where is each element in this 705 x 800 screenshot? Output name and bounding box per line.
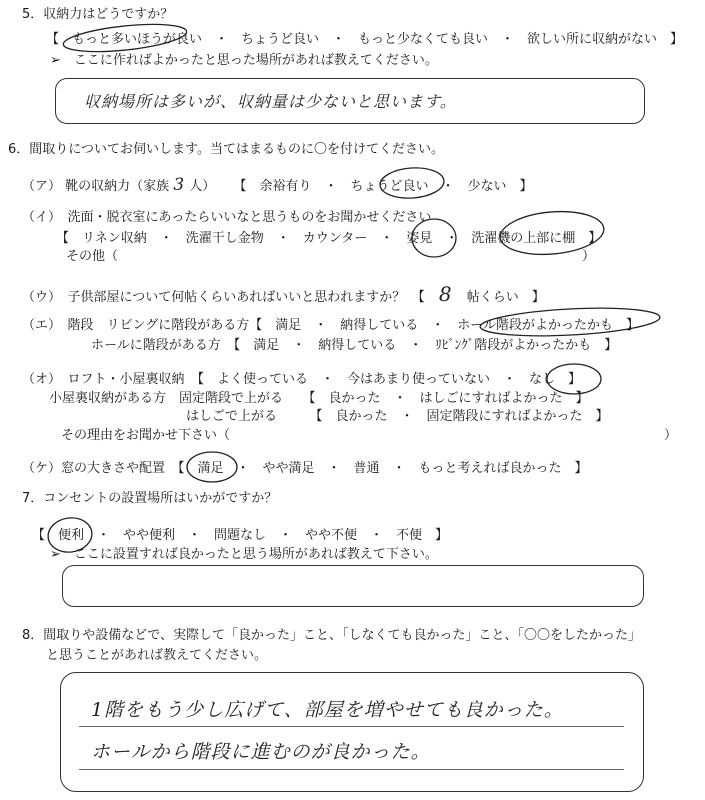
q6-i-line3-close: ）: [582, 249, 596, 264]
q5-handwritten-answer: 収納場所は多いが、収納量は少ないと思います。: [84, 92, 457, 111]
q6-o-line4: その理由をお聞かせ下さい（: [61, 428, 231, 443]
selection-circle-q6o: [547, 364, 601, 394]
selection-circle-q7: [46, 515, 94, 555]
q6-e-line2: ホールに階段がある方 【 満足 ・ 納得している ・ ﾘﾋﾞﾝｸﾞ階段がよかったかも 】: [91, 338, 618, 353]
selection-circle-q6k: [187, 452, 237, 482]
q7-options: 【 便利 ・ やや便利 ・ 問題なし ・ やや不便 ・ 不便 】: [32, 528, 449, 543]
q8-handwritten-line-2: ホールから階段に進むのが良かった。: [91, 741, 431, 763]
q5-options: 【 もっと多いほうが良い ・ ちょうど良い ・ もっと少なくても良い ・ 欲しい所に収納がない 】: [46, 32, 684, 47]
q6-k-line: （ケ）窓の大きさや配置 【 満足 ・ やや満足 ・ 普通 ・ もっと考えれば良かった 】: [22, 461, 588, 476]
q6-i-line3: その他（: [66, 249, 119, 264]
selection-circle-q6e: [479, 304, 660, 339]
q6-a-family-unit: 人）: [189, 179, 216, 194]
q6-a-label: （ア）: [22, 179, 62, 194]
q6-a-family-count: 3: [173, 175, 186, 195]
q6-o-line1: （オ） ロフト・小屋裏収納 【 よく使っている ・ 今はあまり使っていない ・ なし 】: [22, 372, 582, 387]
q6-u-text: （ウ） 子供部屋について何帖くらいあればいいと思われますか？ 【: [22, 290, 425, 305]
q6-a-text: 靴の収納力（家族: [65, 179, 170, 194]
selection-circle-q6i-shelf: [498, 208, 605, 259]
q6-e-line1: （エ） 階段 リビングに階段がある方【 満足 ・ 納得している ・ ホール階段がよかったかも 】: [22, 318, 639, 333]
selection-circle-q5: [62, 20, 188, 57]
q5-prompt: ➢ ここに作ればよかったと思った場所があれば教えてください。: [50, 53, 438, 68]
q7-title: 7．コンセントの設置場所はいかがですか？: [22, 491, 278, 506]
q6-u-suffix: 帖くらい 】: [466, 290, 545, 305]
q6-i-line2: 【 リネン収納 ・ 洗濯干し金物 ・ カウンター ・ 姿見 ・ 洗濯機の上部に棚 】: [56, 231, 602, 246]
q8-title-line2: と思うことがあれば教えてください。: [46, 648, 268, 663]
q6-u-value: 8: [438, 282, 453, 306]
q8-title-line1: 8．間取りや設備などで、実際して「良かった」こと、「しなくても良かった」こと、「〇〇をしたかった」: [22, 628, 642, 643]
selection-circle-q6a: [379, 166, 445, 200]
q6-o-line3: はしごで上がる 【 良かった ・ 固定階段にすればよかった 】: [186, 409, 609, 424]
q6-a-options: 【 余裕有り ・ ちょうど良い ・ 少ない 】: [233, 179, 533, 194]
q6-o-line4-close: ）: [664, 428, 678, 443]
q8-handwritten-line-1: 1階をもう少し広げて、部屋を増やせても良かった。: [91, 699, 564, 721]
q6-title: 6．間取りについてお伺いします。当てはまるものに〇を付けてください。: [8, 142, 444, 157]
q6-o-line2: 小屋裏収納がある方 固定階段で上がる 【 良かった ・ はしごにすればよかった 】: [49, 391, 589, 406]
selection-circle-q6i-mirror: [412, 219, 456, 257]
q7-prompt: ➢ ここに設置すれば良かったと思う場所があれば教えて下さい。: [50, 547, 438, 562]
q5-title: 5．収納力はどうですか？: [22, 7, 174, 22]
q6-i-line1: （イ） 洗面・脱衣室にあったらいいなと思うものをお聞かせください: [22, 210, 432, 225]
